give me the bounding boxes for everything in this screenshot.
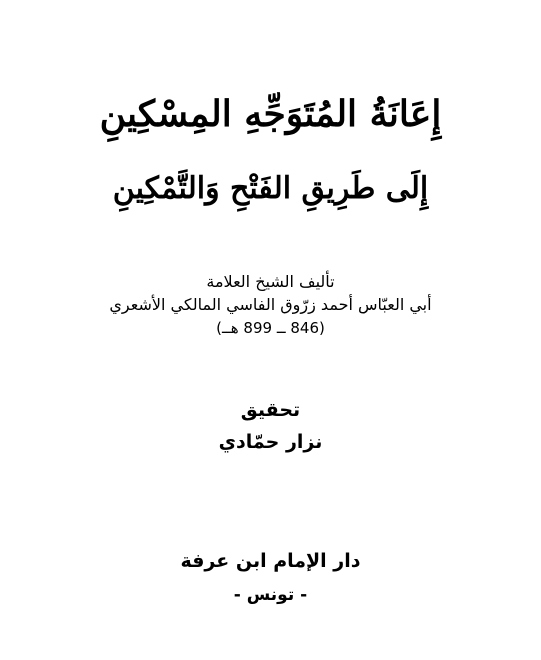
editor-label: تحقيق: [240, 399, 301, 421]
editor-name: نزار حمّادي: [218, 431, 323, 453]
author-intro: تأليف الشيخ العلامة: [206, 272, 335, 291]
book-title: إِعَانَةُ المُتَوَجِّهِ المِسْكِينِ: [99, 93, 442, 135]
publisher-name: دار الإمام ابن عرفة: [180, 550, 361, 572]
author-dates: (846 ــ 899 هــ): [216, 319, 325, 337]
publisher-city: - تونس -: [233, 585, 308, 605]
author-name: أبي العبّاس أحمد زرّوق الفاسي المالكي الأشعري: [109, 295, 432, 314]
book-subtitle: إِلَى طَرِيقِ الفَتْحِ وَالتَّمْكِينِ: [112, 171, 429, 206]
